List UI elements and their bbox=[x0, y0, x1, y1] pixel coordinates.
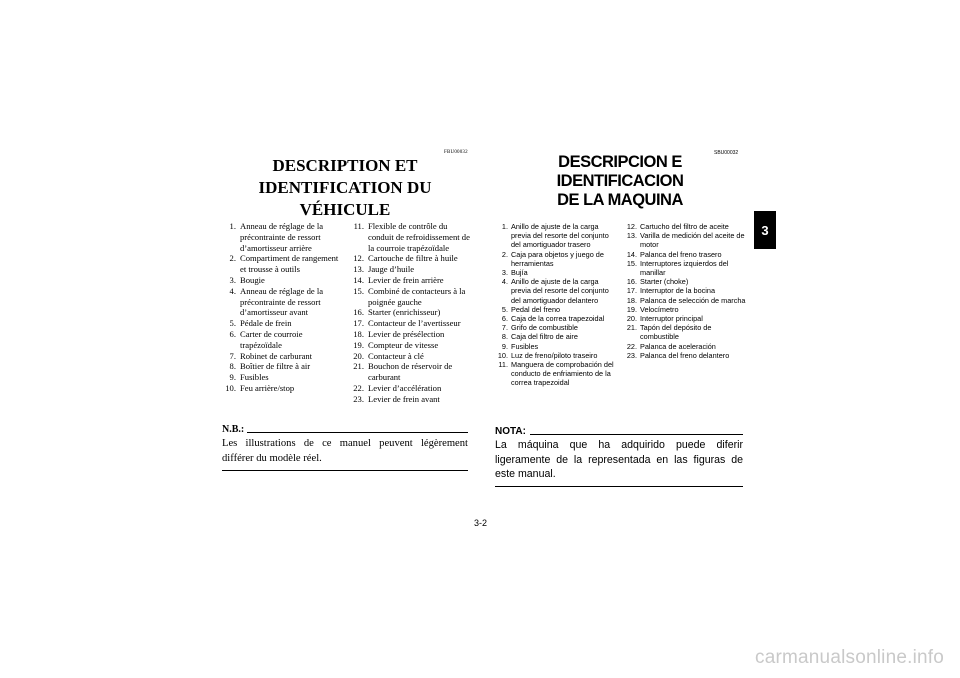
list-item-text: Starter (enrichisseur) bbox=[368, 307, 441, 318]
list-item bbox=[350, 307, 471, 318]
list-item bbox=[495, 323, 619, 332]
note-label-es: NOTA: bbox=[495, 426, 526, 437]
list-item bbox=[624, 231, 748, 249]
list-item-text: Anillo de ajuste de la carga previa del resorte del conjunto del amortiguador trasero bbox=[511, 222, 609, 250]
list-item-text: Levier d’accélération bbox=[368, 382, 442, 393]
list-item-number: 22. bbox=[626, 341, 637, 351]
list-item-text: Pedal del freno bbox=[511, 304, 561, 314]
list-item bbox=[624, 314, 748, 323]
list-item-number: 4. bbox=[501, 277, 508, 287]
list-item-text: Caja para objetos y juego de herramientas bbox=[511, 249, 604, 268]
list-item bbox=[495, 277, 619, 305]
list-item bbox=[495, 351, 619, 360]
note-rule-es bbox=[530, 434, 743, 435]
list-item-text: Palanca de selección de marcha bbox=[640, 295, 746, 305]
list-item-text: Interruptor principal bbox=[640, 314, 703, 324]
list-item bbox=[350, 383, 471, 394]
list-item bbox=[624, 342, 748, 351]
list-item-text: Feu arrière/stop bbox=[240, 382, 295, 393]
list-item bbox=[624, 351, 748, 360]
list-item bbox=[350, 361, 471, 383]
list-item-number: 13. bbox=[353, 264, 364, 275]
list-item-text: Boîtier de filtre à air bbox=[240, 361, 311, 372]
list-item-number: 19. bbox=[626, 304, 637, 314]
page-title-es bbox=[494, 153, 746, 210]
list-item bbox=[222, 318, 346, 329]
list-item-text: Levier de frein avant bbox=[368, 393, 440, 404]
list-item-text: Robinet de carburant bbox=[240, 350, 313, 361]
parts-list-fr-col2 bbox=[350, 221, 471, 405]
note-block-es bbox=[495, 426, 743, 487]
list-item-number: 13. bbox=[626, 231, 637, 241]
list-item-text: Cartucho del filtro de aceite bbox=[640, 222, 729, 231]
list-item-number: 17. bbox=[353, 318, 364, 329]
list-item bbox=[495, 305, 619, 314]
list-item-number: 1. bbox=[501, 222, 508, 231]
list-item-number: 14. bbox=[353, 274, 364, 285]
list-item bbox=[495, 342, 619, 351]
note-label-fr: N.B.: bbox=[222, 424, 245, 435]
list-item-number: 18. bbox=[626, 295, 637, 305]
title-line-1: DESCRIPCION E IDENTIFICACION bbox=[556, 153, 684, 190]
chapter-tab: 3 bbox=[754, 211, 776, 249]
list-item bbox=[624, 286, 748, 295]
list-item-number: 6. bbox=[229, 328, 236, 339]
list-item bbox=[624, 323, 748, 341]
list-item bbox=[624, 259, 748, 277]
list-item-text: Velocímetro bbox=[640, 304, 679, 314]
list-item bbox=[350, 340, 471, 351]
list-item-text: Carter de courroie trapézoïdale bbox=[240, 328, 303, 350]
list-item-number: 2. bbox=[229, 253, 236, 264]
list-item-number: 1. bbox=[229, 221, 236, 231]
list-item-number: 7. bbox=[501, 323, 508, 333]
list-item-text: Anneau de réglage de la précontrainte de ressort d’amortisseur avant bbox=[240, 285, 324, 318]
list-item-number: 21. bbox=[353, 361, 364, 372]
list-item bbox=[350, 351, 471, 362]
list-item bbox=[495, 360, 619, 388]
list-item-text: Jauge d’huile bbox=[368, 264, 415, 275]
list-item-number: 20. bbox=[626, 314, 637, 324]
list-item-number: 15. bbox=[353, 285, 364, 296]
list-item bbox=[495, 332, 619, 341]
list-item-text: Fusibles bbox=[240, 372, 269, 383]
list-item bbox=[350, 275, 471, 286]
note-text-fr: Les illustrations de ce manuel peuvent légèrement différer du modèle réel. bbox=[222, 438, 468, 464]
page-title-fr bbox=[222, 155, 468, 221]
list-item-number: 21. bbox=[626, 323, 637, 333]
list-item bbox=[350, 329, 471, 340]
title-line-2: IDENTIFICATION DU VÉHICULE bbox=[258, 178, 432, 219]
list-item-text: Bougie bbox=[240, 274, 265, 285]
list-item-number: 12. bbox=[353, 253, 364, 264]
note-bottom-rule-fr bbox=[222, 470, 468, 471]
list-item-number: 16. bbox=[626, 277, 637, 287]
list-item-number: 6. bbox=[501, 314, 508, 324]
list-item-text: Compteur de vitesse bbox=[368, 339, 439, 350]
list-item bbox=[350, 318, 471, 329]
list-item-number: 15. bbox=[626, 258, 637, 268]
list-item-text: Interruptores izquierdos del manillar bbox=[640, 258, 729, 278]
list-item bbox=[222, 253, 346, 275]
list-item bbox=[350, 253, 471, 264]
list-item bbox=[222, 329, 346, 351]
watermark: carmanualsonline.info bbox=[755, 647, 945, 668]
list-item bbox=[624, 296, 748, 305]
list-item-text: Flexible de contrôle du conduit de refroidissement de la courroie trapézoïdale bbox=[368, 221, 470, 253]
list-item-text: Anillo de ajuste de la carga previa del resorte del conjunto del amortiguador delantero bbox=[511, 277, 609, 305]
list-item bbox=[222, 383, 346, 394]
list-item-text: Varilla de medición del aceite de motor bbox=[640, 231, 745, 250]
list-item-text: Contacteur à clé bbox=[368, 350, 424, 361]
page-number: 3-2 bbox=[474, 518, 488, 528]
list-item bbox=[222, 275, 346, 286]
list-item-number: 10. bbox=[497, 350, 508, 360]
list-item bbox=[350, 394, 471, 405]
list-item-number: 8. bbox=[501, 332, 508, 342]
list-item-number: 9. bbox=[229, 372, 236, 383]
note-bottom-rule-es bbox=[495, 486, 743, 487]
list-item-text: Anneau de réglage de la précontrainte de ressort d’amortisseur arrière bbox=[240, 221, 324, 253]
list-item-number: 5. bbox=[501, 304, 508, 314]
list-item bbox=[624, 305, 748, 314]
list-item-text: Compartiment de rangement et trousse à outils bbox=[240, 253, 339, 275]
list-item-text: Manguera de comprobación del conducto de enfriamiento de la correa trapezoidal bbox=[511, 360, 614, 388]
list-item-number: 23. bbox=[353, 393, 364, 404]
list-item-number: 16. bbox=[353, 307, 364, 318]
list-item-text: Tapón del depósito de combustible bbox=[640, 323, 712, 342]
list-item bbox=[350, 286, 471, 308]
list-item bbox=[495, 250, 619, 268]
list-item-text: Bouchon de réservoir de carburant bbox=[368, 361, 453, 383]
list-item-number: 22. bbox=[353, 382, 364, 393]
list-item-text: Luz de freno/piloto traseiro bbox=[511, 350, 598, 360]
parts-list-es-col2 bbox=[624, 222, 748, 360]
list-item-number: 3. bbox=[501, 268, 508, 278]
list-item-number: 19. bbox=[353, 339, 364, 350]
list-item-text: Pédale de frein bbox=[240, 318, 292, 329]
list-item-number: 7. bbox=[229, 350, 236, 361]
list-item-text: Grifo de combustible bbox=[511, 323, 578, 333]
list-item bbox=[350, 264, 471, 275]
note-block-fr bbox=[222, 424, 468, 471]
list-item-text: Fusibles bbox=[511, 341, 539, 351]
list-item bbox=[624, 222, 748, 231]
list-item bbox=[222, 372, 346, 383]
parts-list-es-col1 bbox=[495, 222, 619, 388]
list-item-number: 18. bbox=[353, 328, 364, 339]
title-line-1: DESCRIPTION ET bbox=[272, 156, 418, 175]
list-item bbox=[222, 351, 346, 362]
list-item-number: 11. bbox=[353, 221, 364, 231]
section-code-es: SBU00032 bbox=[714, 150, 739, 156]
list-item-text: Interruptor de la bocina bbox=[640, 286, 716, 296]
list-item-text: Caja de la correa trapezoidal bbox=[511, 314, 605, 324]
list-item-number: 4. bbox=[229, 285, 236, 296]
list-item-text: Palanca del freno trasero bbox=[640, 249, 722, 259]
list-item-number: 5. bbox=[229, 318, 236, 329]
list-item bbox=[222, 221, 346, 253]
list-item-text: Levier de présélection bbox=[368, 328, 445, 339]
list-item-number: 2. bbox=[501, 249, 508, 259]
list-item-text: Starter (choke) bbox=[640, 277, 689, 287]
list-item-text: Combiné de contacteurs à la poignée gauche bbox=[368, 285, 466, 307]
note-text-es: La máquina que ha adquirido puede diferir ligeramente de la representada en las figuras de este manual. bbox=[495, 439, 743, 480]
list-item bbox=[495, 268, 619, 277]
list-item-number: 8. bbox=[229, 361, 236, 372]
list-item bbox=[624, 277, 748, 286]
list-item-text: Palanca de aceleración bbox=[640, 341, 716, 351]
section-code-fr: FBU00032 bbox=[444, 150, 468, 155]
list-item-number: 14. bbox=[626, 249, 637, 259]
list-item-text: Caja del filtro de aire bbox=[511, 332, 578, 342]
list-item bbox=[222, 286, 346, 318]
list-item-number: 9. bbox=[501, 341, 508, 351]
list-item bbox=[624, 250, 748, 259]
list-item-text: Levier de frein arrière bbox=[368, 274, 444, 285]
note-rule-fr bbox=[247, 432, 468, 433]
list-item-text: Palanca del freno delantero bbox=[640, 350, 730, 360]
parts-list-fr-col1 bbox=[222, 221, 346, 394]
list-item-number: 20. bbox=[353, 350, 364, 361]
list-item-text: Cartouche de filtre à huile bbox=[368, 253, 458, 264]
list-item-number: 17. bbox=[626, 286, 637, 296]
list-item-number: 10. bbox=[225, 382, 236, 393]
list-item-text: Bujía bbox=[511, 268, 528, 278]
list-item bbox=[495, 314, 619, 323]
list-item-number: 3. bbox=[229, 274, 236, 285]
list-item-number: 11. bbox=[498, 360, 508, 370]
list-item bbox=[495, 222, 619, 250]
list-item-text: Contacteur de l’avertisseur bbox=[368, 318, 461, 329]
list-item bbox=[350, 221, 471, 253]
list-item bbox=[222, 361, 346, 372]
title-line-2: DE LA MAQUINA bbox=[557, 191, 683, 209]
list-item-number: 23. bbox=[626, 350, 637, 360]
list-item-number: 12. bbox=[626, 222, 637, 231]
